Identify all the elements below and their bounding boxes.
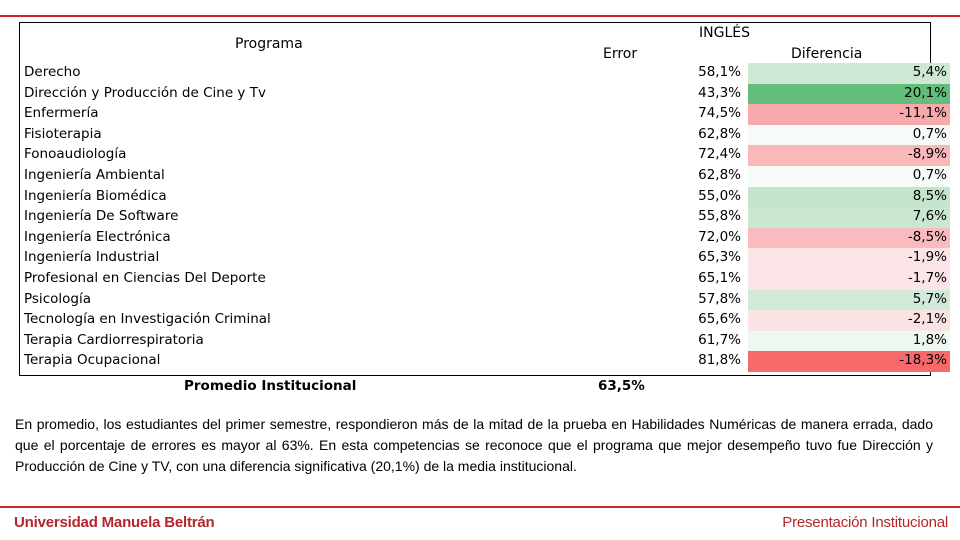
diferencia-cell bbox=[748, 310, 950, 331]
ingles-value: 65,6% bbox=[698, 311, 741, 328]
diferencia-cell bbox=[748, 331, 950, 352]
diferencia-cell bbox=[748, 187, 950, 208]
diferencia-cell bbox=[748, 104, 950, 125]
diferencia-value: 0,7% bbox=[912, 167, 947, 183]
diferencia-cell bbox=[748, 351, 950, 372]
promedio-label: Promedio Institucional bbox=[184, 378, 357, 394]
diferencia-value: 5,4% bbox=[912, 64, 947, 80]
diferencia-cell bbox=[748, 84, 950, 105]
table-row bbox=[20, 63, 947, 84]
ingles-value: 72,4% bbox=[698, 146, 741, 163]
diferencia-value: -2,1% bbox=[907, 311, 947, 328]
diferencia-value: 0,7% bbox=[912, 125, 947, 142]
ingles-value: 43,3% bbox=[698, 84, 741, 101]
programa-name: Enfermería bbox=[24, 105, 99, 122]
footer-university-name: Universidad Manuela Beltrán bbox=[14, 514, 215, 531]
programa-name: Fonoaudiología bbox=[24, 146, 127, 163]
header-diferencia: Diferencia bbox=[791, 46, 863, 62]
footer-presentation-title: Presentación Institucional bbox=[782, 514, 948, 531]
ingles-value: 62,8% bbox=[698, 167, 741, 183]
programa-name: Terapia Cardiorrespiratoria bbox=[24, 331, 204, 348]
diferencia-cell bbox=[748, 290, 950, 311]
ingles-value: 81,8% bbox=[698, 352, 741, 369]
programa-name: Ingeniería Industrial bbox=[24, 249, 160, 266]
diferencia-cell bbox=[748, 269, 950, 290]
ingles-value: 72,0% bbox=[698, 228, 741, 245]
diferencia-cell bbox=[748, 125, 950, 146]
table-row bbox=[20, 145, 947, 166]
diferencia-cell bbox=[748, 248, 950, 269]
programa-name: Derecho bbox=[24, 64, 81, 80]
programa-name: Ingeniería Electrónica bbox=[24, 228, 171, 245]
table-row bbox=[20, 310, 947, 331]
table-row bbox=[20, 351, 947, 372]
table-row bbox=[20, 269, 947, 290]
diferencia-value: -8,5% bbox=[907, 228, 947, 245]
diferencia-value: -11,1% bbox=[899, 105, 947, 122]
table-row bbox=[20, 104, 947, 125]
diferencia-value: 1,8% bbox=[912, 331, 947, 348]
ingles-value: 62,8% bbox=[698, 125, 741, 142]
ingles-value: 74,5% bbox=[698, 105, 741, 122]
top-divider bbox=[0, 15, 960, 17]
programa-name: Fisioterapia bbox=[24, 125, 102, 142]
diferencia-value: 5,7% bbox=[912, 290, 947, 307]
programa-name: Terapia Ocupacional bbox=[24, 352, 161, 369]
diferencia-value: 20,1% bbox=[904, 84, 947, 101]
table-row bbox=[20, 331, 947, 352]
diferencia-value: -8,9% bbox=[907, 146, 947, 163]
table-row bbox=[20, 290, 947, 311]
table-row bbox=[20, 228, 947, 249]
table-row bbox=[20, 125, 947, 146]
ingles-value: 57,8% bbox=[698, 290, 741, 307]
diferencia-cell bbox=[748, 228, 950, 249]
bottom-divider bbox=[0, 506, 960, 508]
header-ingles: INGLÉS bbox=[699, 25, 750, 41]
diferencia-cell bbox=[748, 166, 950, 187]
programa-name: Psicología bbox=[24, 290, 91, 307]
table-row bbox=[20, 248, 947, 269]
diferencia-cell bbox=[748, 207, 950, 228]
table-row bbox=[20, 84, 947, 105]
ingles-value: 58,1% bbox=[698, 64, 741, 80]
programa-name: Tecnología en Investigación Criminal bbox=[24, 311, 271, 328]
header-error: Error bbox=[603, 46, 638, 62]
header-programa: Programa bbox=[235, 36, 303, 52]
table-row bbox=[20, 207, 947, 228]
diferencia-value: -1,9% bbox=[907, 249, 947, 266]
programa-name: Dirección y Producción de Cine y Tv bbox=[24, 84, 266, 101]
table-row bbox=[20, 187, 947, 208]
ingles-value: 65,3% bbox=[698, 249, 741, 266]
summary-paragraph: En promedio, los estudiantes del primer semestre, respondieron más de la mitad de la prueba en Habilidades Numéricas de manera errada, dado que el porcentaje de errores es mayor al 63%. En esta competencias se reconoce que el programa que mejor desempeño tuvo fue Dirección y Producción de Cine y TV, con una diferencia significativa (20,1%) de la media institucional. bbox=[15, 416, 933, 474]
promedio-value: 63,5% bbox=[598, 378, 645, 394]
diferencia-value: 8,5% bbox=[912, 187, 947, 204]
ingles-value: 61,7% bbox=[698, 331, 741, 348]
ingles-value: 65,1% bbox=[698, 270, 741, 286]
diferencia-value: 7,6% bbox=[912, 208, 947, 225]
diferencia-cell bbox=[748, 145, 950, 166]
ingles-value: 55,0% bbox=[698, 187, 741, 204]
programa-name: Ingeniería De Software bbox=[24, 208, 179, 225]
table-row bbox=[20, 166, 947, 187]
diferencia-value: -1,7% bbox=[907, 270, 947, 286]
programa-name: Ingeniería Ambiental bbox=[24, 167, 165, 183]
diferencia-value: -18,3% bbox=[899, 352, 947, 369]
ingles-value: 55,8% bbox=[698, 208, 741, 225]
programa-name: Ingeniería Biomédica bbox=[24, 187, 167, 204]
programa-name: Profesional en Ciencias Del Deporte bbox=[24, 270, 266, 286]
diferencia-cell bbox=[748, 63, 950, 84]
